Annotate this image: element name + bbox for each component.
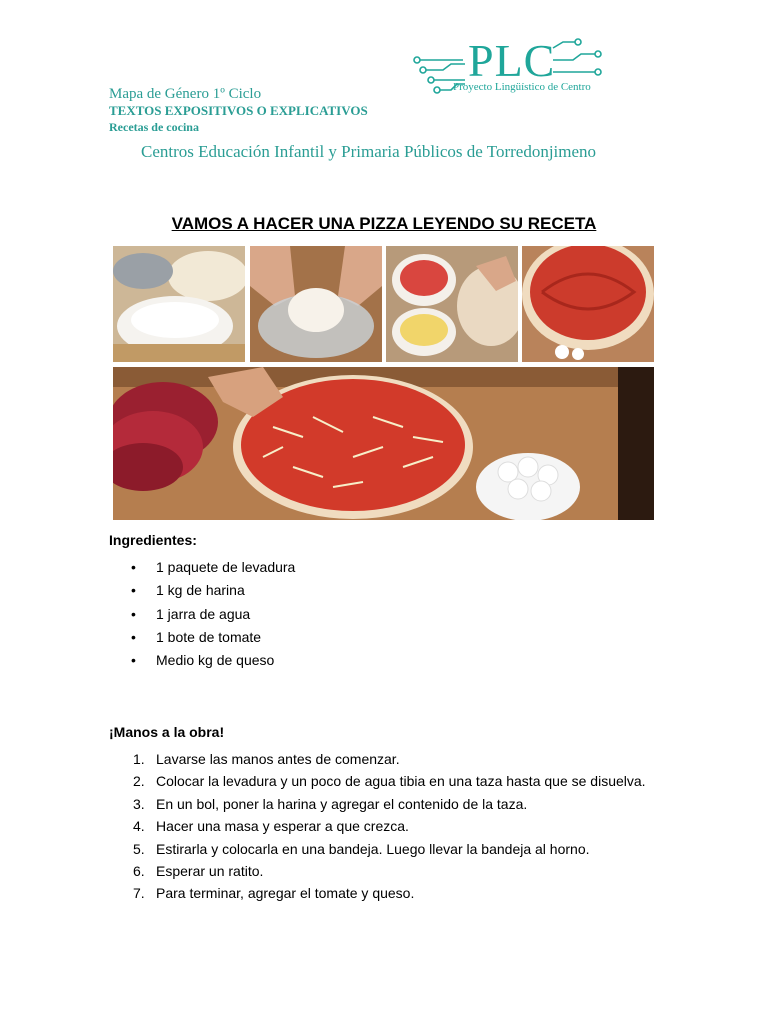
bullet-icon: • [131, 605, 136, 622]
list-item: • 1 bote de tomate [109, 626, 295, 649]
photo-assembling-pizza [113, 367, 654, 520]
logo-subtitle: Proyecto Lingüístico de Centro [453, 81, 591, 93]
list-item: • 1 jarra de agua [109, 603, 295, 626]
logo-text: PLC [468, 35, 556, 86]
list-item: 7. Para terminar, agregar el tomate y queso. [133, 885, 415, 902]
photo-sauce-spread [522, 246, 654, 362]
plc-logo [413, 34, 613, 104]
list-item: • 1 paquete de levadura [109, 556, 295, 579]
header-text-type: TEXTOS EXPOSITIVOS O EXPLICATIVOS [109, 103, 368, 118]
bullet-icon: • [131, 652, 136, 669]
bullet-icon: • [131, 628, 136, 645]
header-genre-map: Mapa de Género 1º Ciclo [109, 86, 262, 102]
header-centros: Centros Educación Infantil y Primaria Públicos de Torredonjimeno [141, 142, 597, 161]
photo-dough-bowl [250, 246, 382, 362]
header-block [109, 86, 368, 135]
list-item: 3. En un bol, poner la harina y agregar el contenido de la taza. [133, 795, 528, 812]
list-item: • Medio kg de queso [109, 649, 295, 672]
list-item: 6. Esperar un ratito. [133, 863, 264, 880]
photo-sauce-cheese [386, 246, 518, 362]
header-subtype: Recetas de cocina [109, 120, 199, 134]
steps-heading: ¡Manos a la obra! [109, 724, 225, 740]
bullet-icon: • [131, 559, 136, 575]
photo-flour [113, 246, 245, 362]
steps-list [109, 748, 669, 905]
list-item: 1. Lavarse las manos antes de comenzar. [133, 751, 400, 767]
list-item: 5. Estirarla y colocarla en una bandeja. Luego llevar la bandeja al horno. [133, 840, 590, 857]
page-title: VAMOS A HACER UNA PIZZA LEYENDO SU RECETA [171, 214, 597, 233]
pizza-photo-collage [113, 246, 654, 520]
ingredients-heading: Ingredientes: [109, 532, 197, 548]
list-item: 2. Colocar la levadura y un poco de agua tibia en una taza hasta que se disuelva. [133, 773, 646, 790]
list-item: 4. Hacer una masa y esperar a que crezca. [133, 818, 409, 835]
bullet-icon: • [131, 582, 136, 599]
ingredients-list [109, 556, 295, 672]
list-item: • 1 kg de harina [109, 579, 295, 602]
